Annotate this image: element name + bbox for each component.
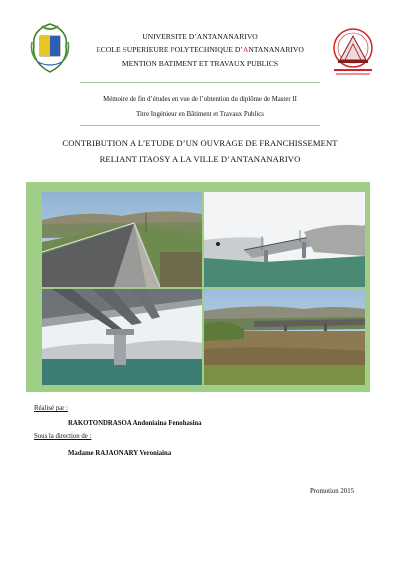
bridge-deck-photo xyxy=(42,192,202,287)
river-bridge-photo xyxy=(204,289,365,385)
bridge-render-photo xyxy=(204,192,365,287)
memoire-description: Mémoire de fin d’études en vue de l’obtention du diplôme de Master II xyxy=(103,96,297,103)
thesis-title-line-2: RELIANT ITAOSY A LA VILLE D’ANTANANARIVO xyxy=(99,154,301,164)
divider xyxy=(80,82,320,83)
supervisor-name: Madame RAJAONARY Veroniaina xyxy=(68,450,172,457)
realise-label: Réalisé par : xyxy=(34,405,68,412)
mention-name: MENTION BATIMENT ET TRAVAUX PUBLICS xyxy=(121,59,279,68)
university-name: UNIVERSITE D’ANTANANARIVO xyxy=(142,32,258,41)
author-name: RAKOTONDRASOA Andoniaina Fenohasina xyxy=(68,420,202,427)
school-name-part: OLYTECHNIQUE D’ xyxy=(174,45,243,54)
school-name-part: NTANANARIVO xyxy=(248,45,304,54)
direction-label: Sous la direction de : xyxy=(34,433,92,440)
degree-title: Titre Ingénieur en Bâtiment et Travaux Publics xyxy=(136,111,264,118)
school-name-part: E xyxy=(96,45,101,54)
bridge-photo-panel xyxy=(26,182,370,392)
promotion-year: Promotion 2015 xyxy=(310,488,354,495)
school-name xyxy=(0,45,400,55)
school-name-part: COLE xyxy=(100,45,123,54)
school-name-part: A xyxy=(242,45,249,54)
school-name-part: S xyxy=(122,45,127,54)
school-name-part: UPERIEURE xyxy=(126,45,171,54)
thesis-title-line-1: CONTRIBUTION A L’ETUDE D’UN OUVRAGE DE FRANCHISSEMENT xyxy=(62,138,338,148)
divider xyxy=(80,125,320,126)
school-name-part: P xyxy=(170,45,175,54)
bridge-underside-photo xyxy=(42,289,202,385)
